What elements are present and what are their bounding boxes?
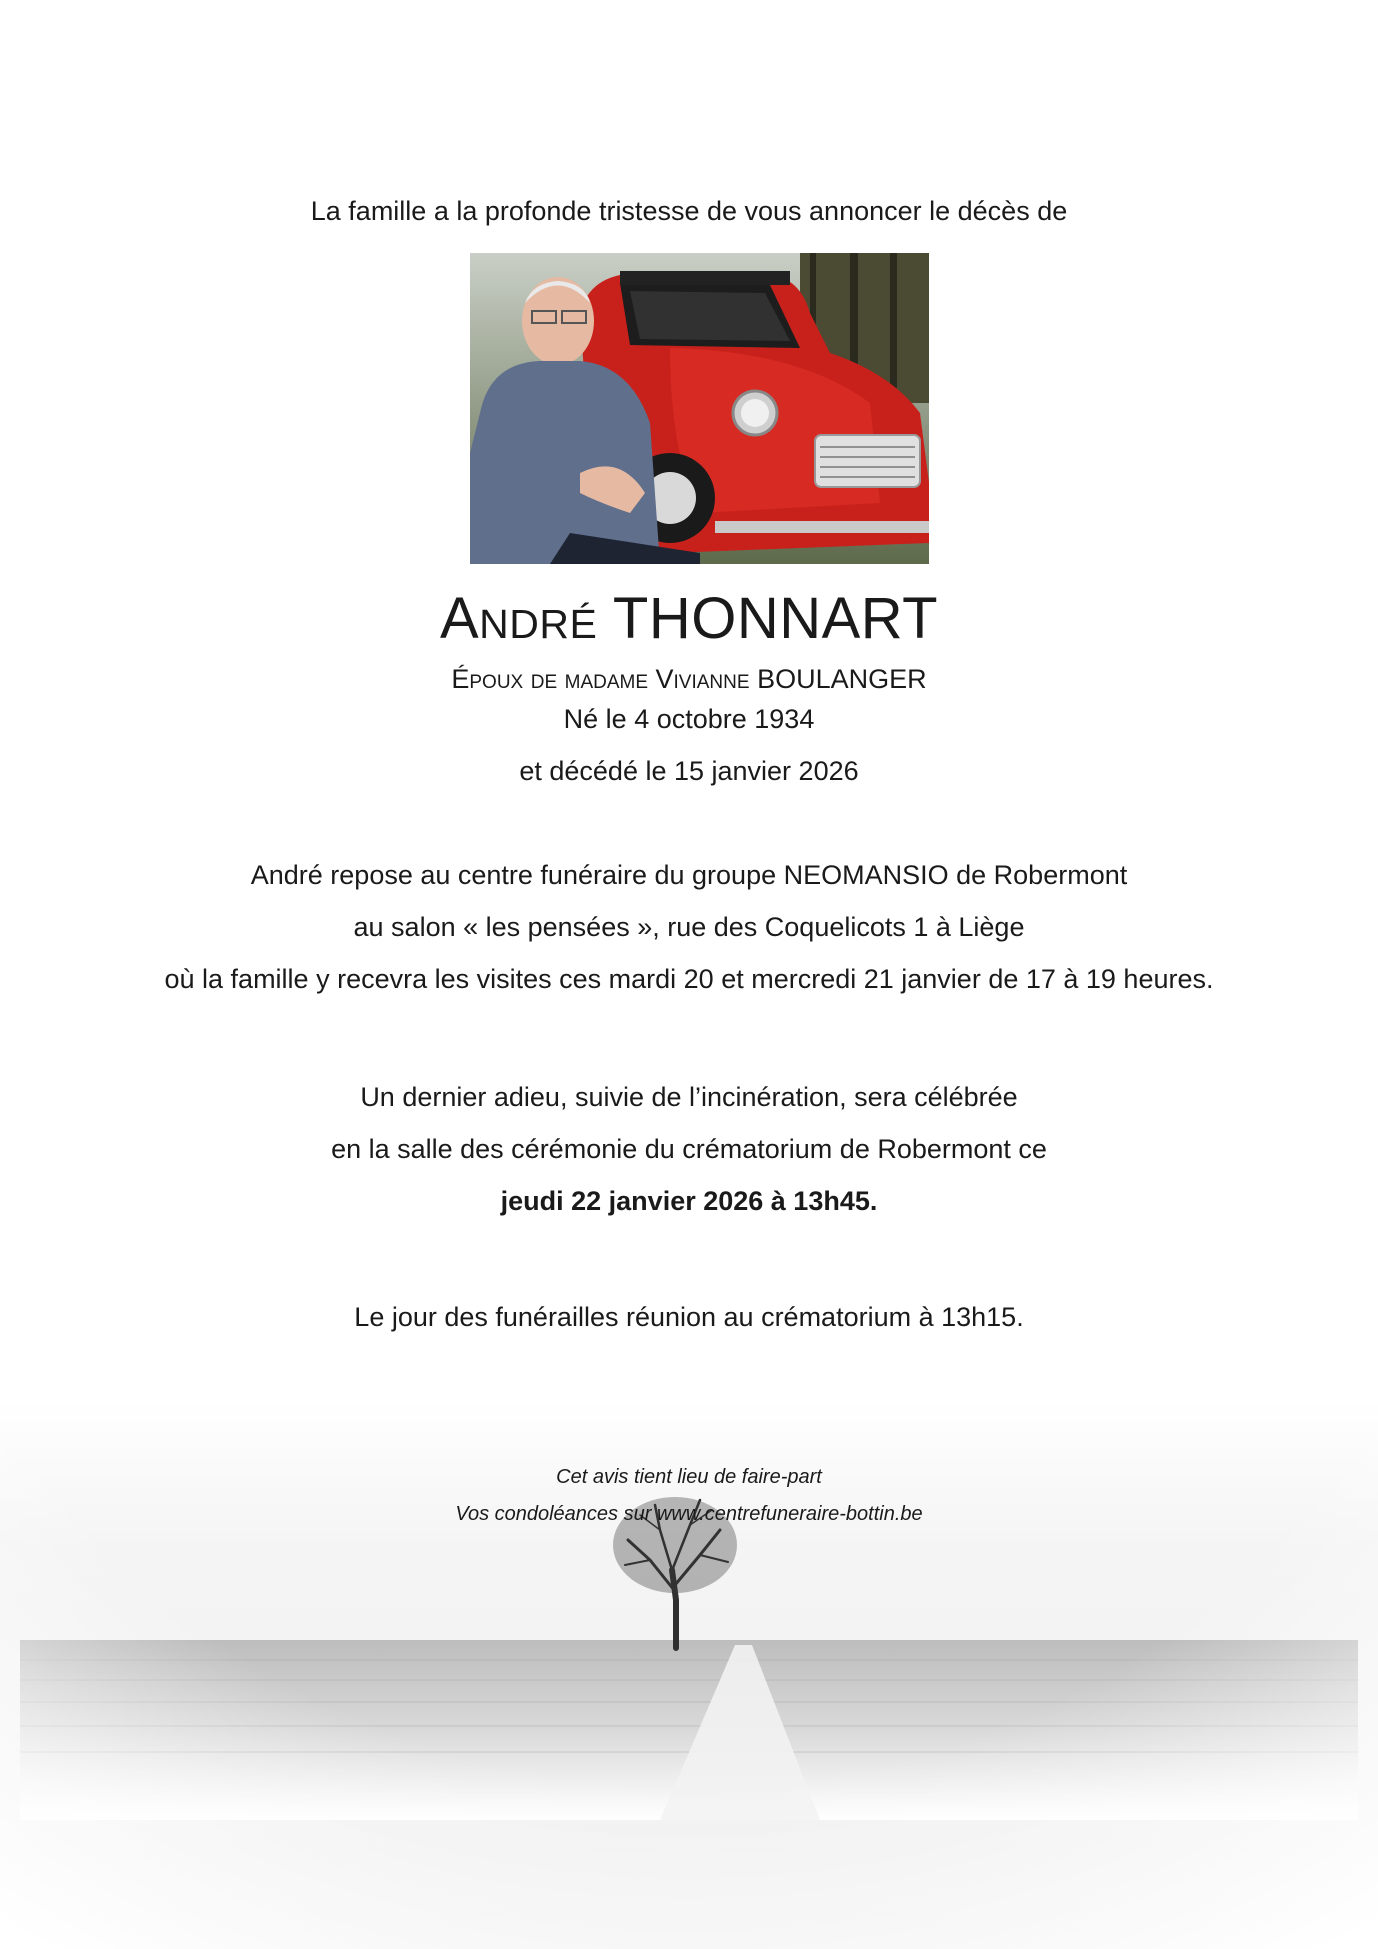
visitation-line-3: où la famille y recevra les visites ces mardi 20 et mercredi 21 janvier de 17 à 19 heures. — [164, 964, 1214, 994]
spouse-prefix: Époux de madame Vivianne — [451, 664, 750, 694]
spouse-last-name: BOULANGER — [757, 664, 927, 694]
ceremony-line-1: Un dernier adieu, suivie de l’incinération, sera célébrée — [360, 1082, 1018, 1112]
portrait-photo — [470, 253, 929, 564]
ceremony-date-time: jeudi 22 janvier 2026 à 13h45. — [500, 1186, 878, 1216]
condolences-text[interactable]: Vos condoléances sur www.centrefuneraire-bottin.be — [455, 1503, 923, 1525]
death-date: et décédé le 15 janvier 2026 — [519, 756, 859, 786]
ceremony-line-2: en la salle des cérémonie du crématorium de Robermont ce — [331, 1134, 1047, 1164]
spouse-line — [0, 664, 1378, 695]
intro-text: La famille a la profonde tristesse de vous annoncer le décès de — [310, 196, 1068, 226]
first-name: André — [439, 586, 598, 651]
notice-text: Cet avis tient lieu de faire-part — [556, 1466, 822, 1488]
birth-date: Né le 4 octobre 1934 — [563, 704, 815, 734]
deceased-name — [0, 585, 1378, 652]
gathering-text: Le jour des funérailles réunion au crématorium à 13h15. — [354, 1302, 1024, 1332]
portrait-photo-illustration — [470, 253, 929, 564]
visitation-line-2: au salon « les pensées », rue des Coquelicots 1 à Liège — [353, 912, 1025, 942]
last-name: THONNART — [612, 586, 939, 651]
visitation-line-1: André repose au centre funéraire du groupe NEOMANSIO de Robermont — [250, 860, 1128, 890]
